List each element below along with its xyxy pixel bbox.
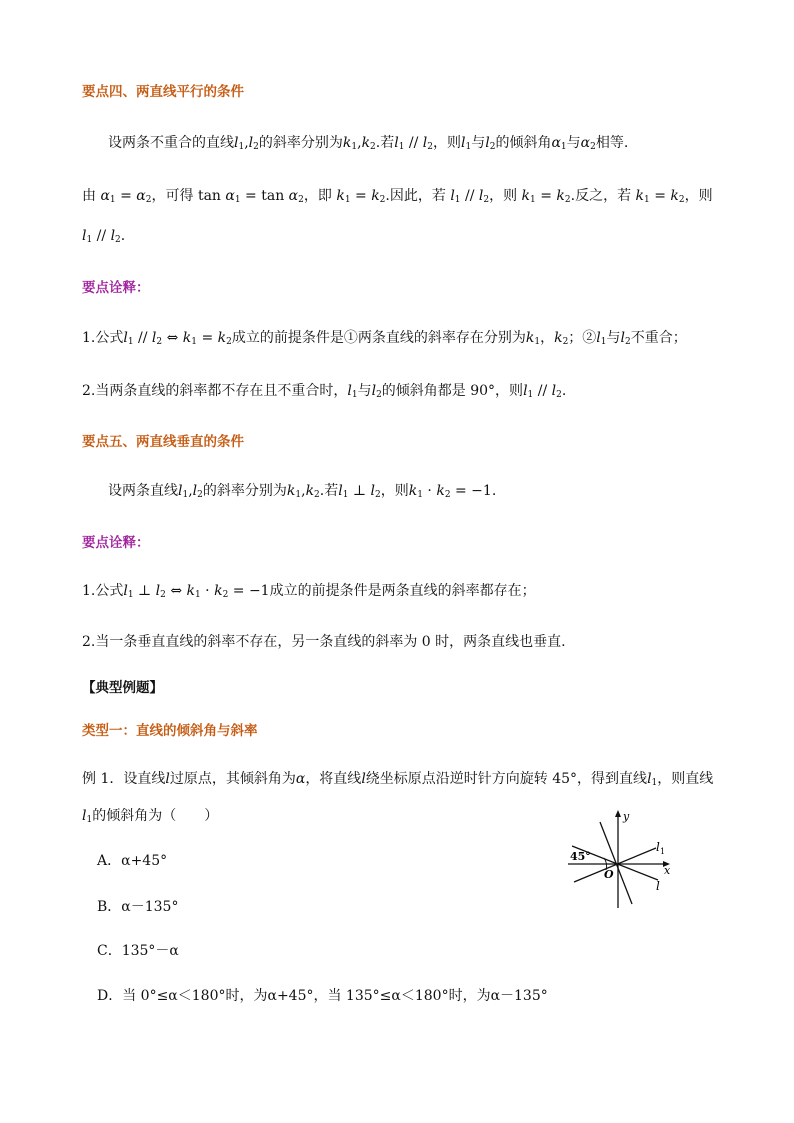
perpendicular-condition-paragraph: 设两条直线l1,l2的斜率分别为k1,k2.若l1 ⊥ l2，则k1 · k2 = −1. <box>108 483 497 500</box>
figure-y-label: y <box>623 810 630 823</box>
option-c[interactable]: C．135°－α <box>97 943 179 959</box>
figure-l1-subscript: 1 <box>660 847 666 856</box>
figure-l1-label: l <box>656 840 660 854</box>
example1-line1: 例 1．设直线l过原点，其倾斜角为α，将直线l绕坐标原点沿逆时针方向旋转 45°，得到直线l1，则直线 <box>82 771 714 788</box>
figure-l-label: l <box>656 879 660 893</box>
note-heading-1: 要点诠释： <box>82 280 150 296</box>
parallel-derivation-line2: l1 // l2. <box>82 228 126 245</box>
option-a[interactable]: A．α+45° <box>97 853 168 869</box>
option-b[interactable]: B．α－135° <box>97 899 179 915</box>
section-heading-parallel: 要点四、两直线平行的条件 <box>82 84 244 100</box>
parallel-derivation-line1: 由 α1 = α2，可得 tan α1 = tan α2，即 k1 = k2.因此，若 l1 // l2，则 k1 = k2.反之，若 k1 = k2，则 <box>82 188 713 205</box>
note-no-slope: 2.当两条直线的斜率都不存在且不重合时，l1与l2的倾斜角都是 90°，则l1 // l2. <box>82 383 567 400</box>
figure-line-rotated <box>600 822 632 904</box>
option-d[interactable]: D．当 0°≤α＜180°时，为α+45°，当 135°≤α＜180°时，为α－135° <box>97 988 548 1004</box>
figure-x-label: x <box>664 864 671 877</box>
figure-origin-label: O <box>604 868 614 881</box>
figure-y-arrow <box>615 810 621 817</box>
rotation-figure <box>560 808 682 912</box>
note-heading-2: 要点诠释： <box>82 535 150 551</box>
note-vertical-horizontal: 2.当一条垂直直线的斜率不存在，另一条直线的斜率为 0 时，两条直线也垂直. <box>82 634 566 650</box>
type1-heading: 类型一：直线的倾斜角与斜率 <box>82 723 258 739</box>
example1-line2: l1的倾斜角为（ ） <box>82 808 219 825</box>
examples-heading: 【典型例题】 <box>82 680 163 696</box>
note-parallel-formula: 1.公式l1 // l2 ⇔ k1 = k2成立的前提条件是①两条直线的斜率存在分别为k1，k2；②l1与l2不重合； <box>82 330 687 347</box>
note-perpendicular-formula: 1.公式l1 ⊥ l2 ⇔ k1 · k2 = −1成立的前提条件是两条直线的斜率都存在； <box>82 583 536 600</box>
parallel-condition-paragraph: 设两条不重合的直线l1,l2的斜率分别为k1,k2.若l1 // l2，则l1与l2的倾斜角α1与α2相等. <box>108 135 629 152</box>
figure-angle-label: 45° <box>570 850 591 863</box>
section-heading-perpendicular: 要点五、两直线垂直的条件 <box>82 434 244 450</box>
